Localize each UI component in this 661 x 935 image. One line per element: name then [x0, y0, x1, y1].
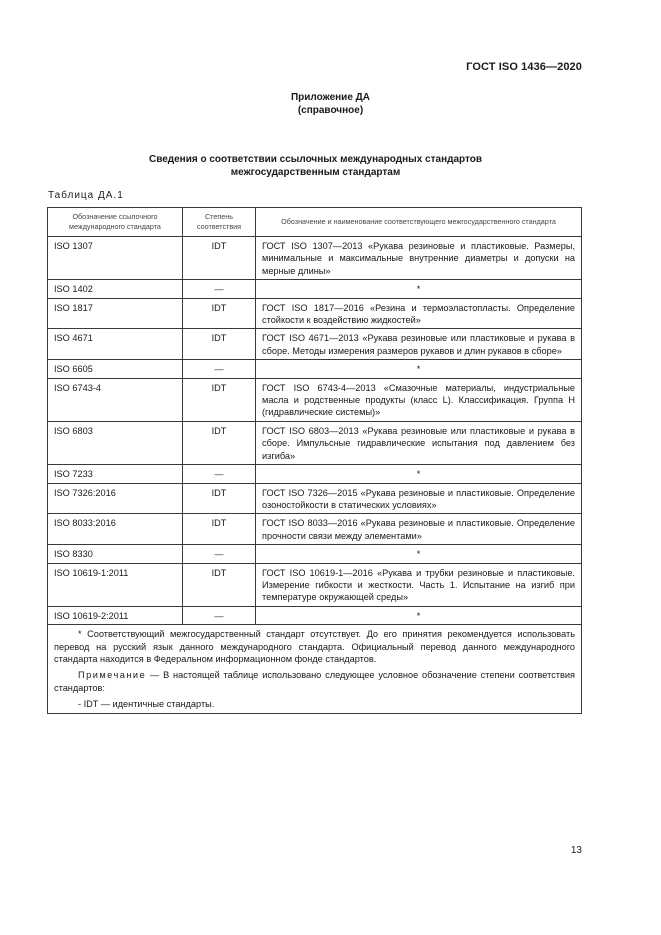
cell-international-standard: ISO 1817	[48, 298, 183, 329]
note-text: — В настоящей таблице использовано следующее условное обозначение степени соответствия стандартов:	[54, 670, 575, 693]
column-header-international: Обозначение ссылочного международного стандарта	[48, 208, 183, 237]
cell-national-standard: ГОСТ ISO 1817—2016 «Резина и термоэластопласты. Определение стойкости к воздействию жидкостей»	[256, 298, 582, 329]
table-row	[48, 421, 582, 464]
cell-national-standard: ГОСТ ISO 6803—2013 «Рукава резиновые или пластиковые и рукава в сборе. Импульсные гидравлические испытания под давлением без изгиба»	[256, 421, 582, 464]
table-row	[48, 378, 582, 421]
table-row	[48, 545, 582, 563]
cell-degree: IDT	[183, 514, 256, 545]
table-row	[48, 329, 582, 360]
cell-national-standard: *	[256, 280, 582, 298]
cell-international-standard: ISO 6803	[48, 421, 183, 464]
table-row	[48, 514, 582, 545]
cell-degree: IDT	[183, 483, 256, 514]
cell-international-standard: ISO 6743-4	[48, 378, 183, 421]
cell-national-standard: ГОСТ ISO 8033—2016 «Рукава резиновые и пластиковые. Определение прочности связи между элементами»	[256, 514, 582, 545]
cell-national-standard: *	[256, 545, 582, 563]
table-row	[48, 483, 582, 514]
annex-title: Приложение ДА	[290, 92, 371, 103]
table-notes	[48, 625, 582, 713]
legend-item: - IDT — идентичные стандарты.	[78, 699, 215, 710]
section-heading	[0, 153, 631, 179]
cell-degree: —	[183, 360, 256, 378]
cell-national-standard: *	[256, 606, 582, 624]
annex-subtitle: (справочное)	[297, 105, 364, 116]
cell-international-standard: ISO 10619-1:2011	[48, 563, 183, 606]
table-caption: Таблица ДА.1	[48, 190, 124, 201]
column-header-degree: Степень соответствия	[183, 208, 256, 237]
table-row	[48, 237, 582, 280]
table-row	[48, 280, 582, 298]
note-paragraph	[54, 669, 575, 694]
cell-national-standard: ГОСТ ISO 1307—2013 «Рукава резиновые и пластиковые. Размеры, минимальные и максимальные внутренние диаметры и допуски на мерные длины»	[256, 237, 582, 280]
cell-international-standard: ISO 8033:2016	[48, 514, 183, 545]
cell-degree: IDT	[183, 421, 256, 464]
cell-national-standard: *	[256, 465, 582, 483]
cell-national-standard: ГОСТ ISO 4671—2013 «Рукава резиновые или пластиковые и рукава в сборе. Методы измерения размеров рукавов и длин рукавов в сборе»	[256, 329, 582, 360]
cell-international-standard: ISO 7326:2016	[48, 483, 183, 514]
footnote-text: * Соответствующий межгосударственный стандарт отсутствует. До его принятия рекомендуется использовать перевод на русский язык данного международного стандарта. Официальный перевод данного международного стандарта находится в Федеральном информационном фонде стандартов.	[54, 629, 575, 664]
table-body	[48, 237, 582, 625]
cell-international-standard: ISO 1307	[48, 237, 183, 280]
cell-degree: —	[183, 606, 256, 624]
note-label: Примечание	[78, 670, 147, 681]
cell-degree: IDT	[183, 237, 256, 280]
cell-national-standard: ГОСТ ISO 7326—2015 «Рукава резиновые и пластиковые. Определение озоностойкости в статических условиях»	[256, 483, 582, 514]
cell-international-standard: ISO 1402	[48, 280, 183, 298]
cell-degree: —	[183, 465, 256, 483]
table-row	[48, 563, 582, 606]
cell-degree: IDT	[183, 563, 256, 606]
page-number: 13	[570, 845, 582, 856]
section-heading-line2: межгосударственным стандартам	[230, 167, 401, 178]
cell-degree: IDT	[183, 298, 256, 329]
table-row	[48, 298, 582, 329]
cell-international-standard: ISO 7233	[48, 465, 183, 483]
table-row	[48, 606, 582, 624]
section-heading-line1: Сведения о соответствии ссылочных международных стандартов	[148, 154, 483, 165]
column-header-national: Обозначение и наименование соответствующего межгосударственного стандарта	[256, 208, 582, 237]
cell-national-standard: ГОСТ ISO 6743-4—2013 «Смазочные материалы, индустриальные масла и родственные продукты (класс L). Классификация. Группа H (гидравлические системы)»	[256, 378, 582, 421]
correspondence-table	[47, 207, 582, 714]
cell-international-standard: ISO 4671	[48, 329, 183, 360]
cell-degree: —	[183, 280, 256, 298]
table-row	[48, 360, 582, 378]
table-footer-row	[48, 625, 582, 713]
table-header-row	[48, 208, 582, 237]
document-code: ГОСТ ISO 1436—2020	[466, 61, 582, 73]
cell-international-standard: ISO 10619-2:2011	[48, 606, 183, 624]
cell-international-standard: ISO 6605	[48, 360, 183, 378]
cell-national-standard: ГОСТ ISO 10619-1—2016 «Рукава и трубки резиновые и пластиковые. Измерение гибкости и жесткости. Часть 1. Испытание на изгиб при температуре окружающей среды»	[256, 563, 582, 606]
table-row	[48, 465, 582, 483]
cell-international-standard: ISO 8330	[48, 545, 183, 563]
cell-degree: IDT	[183, 329, 256, 360]
cell-degree: IDT	[183, 378, 256, 421]
cell-degree: —	[183, 545, 256, 563]
annex-block	[0, 91, 661, 117]
cell-national-standard: *	[256, 360, 582, 378]
